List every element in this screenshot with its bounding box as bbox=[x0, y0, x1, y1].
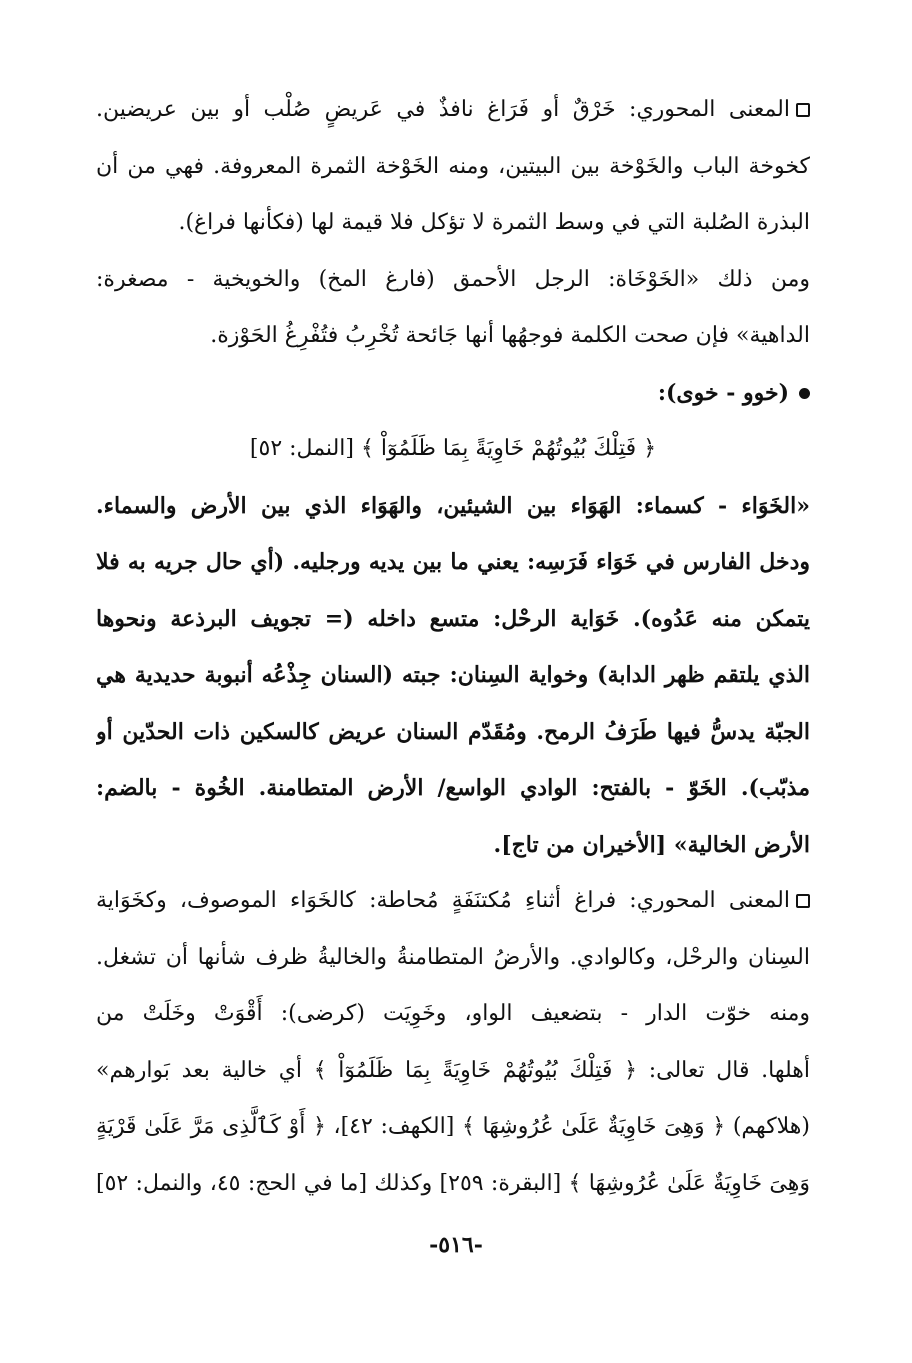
paragraph-3-line-1: المعنى المحوري: فراغ أثناءِ مُكتنَفَةٍ مُحاطة: كالخَوَاء الموصوف، وكخَوَاية bbox=[96, 873, 810, 930]
definition-line-4: الذي يلتقم ظهر الدابة) وخواية السِنان: جبته (السنان جِذْعُه أنبوبة حديدية هي bbox=[96, 662, 810, 688]
paragraph-3-line-2: السِنان والرحْل، وكالوادي. والأرضُ المتطامنةُ والخاليةُ ظرف شأنها أن تشغل. bbox=[96, 944, 810, 970]
paragraph-1-line-3: البذرة الصُلبة التي في وسط الثمرة لا تؤكل فلا قيمة لها (فكأنها فراغ). bbox=[178, 210, 810, 235]
page-body bbox=[96, 82, 810, 1212]
bullet-icon bbox=[799, 388, 810, 399]
paragraph-3-line-6: وَهِىَ خَاوِيَةٌ عَلَىٰ عُرُوشِهَا ﴾ [البقرة: ٢٥٩] وكذلك [ما في الحج: ٤٥، والنمل: ٥٢] bbox=[96, 1170, 810, 1196]
paragraph-3-line-4: أهلها. قال تعالى: ﴿ فَتِلْكَ بُيُوتُهُمْ خَاوِيَةً بِمَا ظَلَمُوٓاْ ﴾ أي خالية بعد بَوارهم» bbox=[96, 1057, 810, 1083]
paragraph-2-line-2: الداهية» فإن صحت الكلمة فوجهُها أنها جَائحة تُخْرِبُ فتُفْرِغُ الحَوْزة. bbox=[210, 323, 810, 348]
definition-line-2: ودخل الفارس في خَوَاء فَرَسِه: يعني ما بين يديه ورجليه. (أي حال جريه به فلا bbox=[96, 549, 810, 575]
paragraph-2-line-1: ومن ذلك «الخَوْخَاة: الرجل الأحمق (فارغ المخ) والخويخية - مصغرة: bbox=[96, 266, 810, 292]
hollow-square-icon bbox=[796, 894, 810, 908]
page-number: -٥١٦- bbox=[429, 1232, 483, 1258]
quran-verse: ﴿ فَتِلْكَ بُيُوتُهُمْ خَاوِيَةً بِمَا ظَلَمُوٓاْ ﴾ [النمل: ٥٢] bbox=[249, 436, 657, 461]
paragraph-1-line-1: المعنى المحوري: خَرْقٌ أو فَرَاغ نافذٌ في عَريضٍ صُلْب أو بين عريضين. bbox=[96, 82, 810, 139]
definition-line-7: الأرض الخالية» [الأخيران من تاج]. bbox=[493, 831, 810, 858]
definition-line-3: يتمكن منه عَدُوه). خَوَاية الرحْل: متسع داخله (= تجويف البرذعة ونحوها bbox=[96, 605, 810, 632]
hollow-square-icon bbox=[796, 103, 810, 117]
entry-heading: (خوو - خوى): bbox=[96, 365, 810, 422]
definition-line-1: «الخَوَاء - كسماء: الهَوَاء بين الشيئين، والهَوَاء الذي بين الأرض والسماء. bbox=[96, 492, 810, 519]
definition-line-5: الجبّة يدسُّ فيها طَرَفُ الرمح. ومُقَدّم السنان عريض كالسكين ذات الحدّين أو bbox=[96, 718, 810, 745]
paragraph-3-line-3: ومنه خوّت الدار - بتضعيف الواو، وخَوِيَت (كرضى): أَقْوَتْ وخَلَتْ من bbox=[96, 1001, 810, 1026]
paragraph-1-line-2: كخوخة الباب والخَوْخة بين البيتين، ومنه الخَوْخة الثمرة المعروفة. فهي من أن bbox=[96, 153, 810, 179]
definition-line-6: مذبّب). الخَوّ - بالفتح: الوادي الواسع/ الأرض المتطامنة. الخُوة - بالضم: bbox=[96, 775, 810, 801]
paragraph-3-line-5: (هلاكهم) ﴿ وَهِىَ خَاوِيَةٌ عَلَىٰ عُرُوشِهَا ﴾ [الكهف: ٤٢]، ﴿ أَوْ كَٱلَّذِى مَرَّ عَلَىٰ قَرْيَةٍ bbox=[96, 1114, 810, 1139]
